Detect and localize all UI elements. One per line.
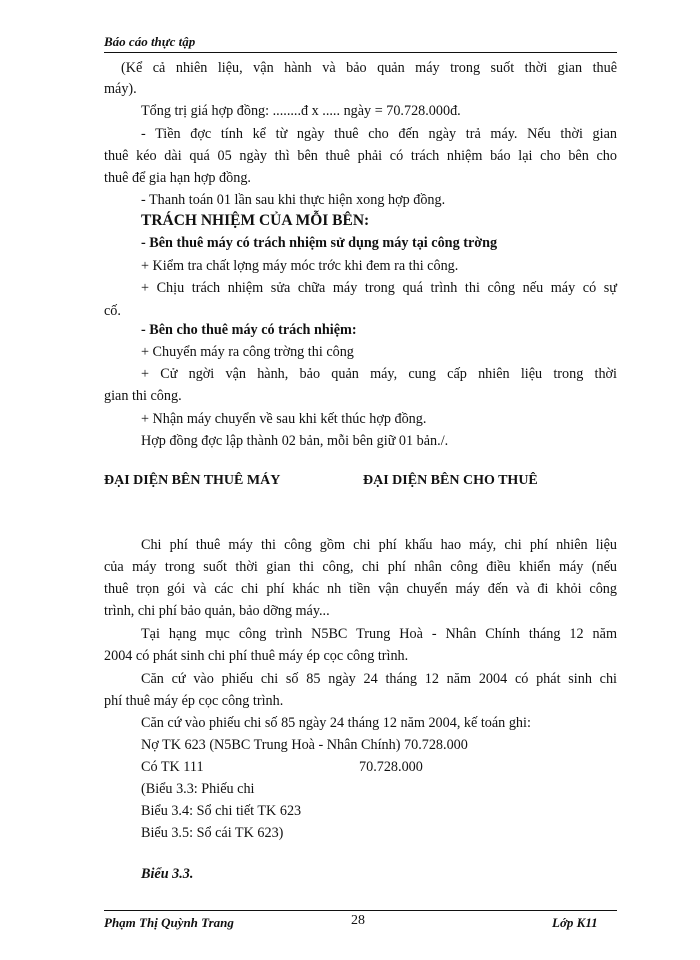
text-line: + Chịu trách nhiệm sửa chữa máy trong quá trình thi công nếu máy có sự [141, 280, 617, 296]
text-line: + Kiểm tra chất lợng máy móc trớc khi đem ra thi công. [141, 258, 459, 274]
text-line: Hợp đồng đợc lập thành 02 bản, mỗi bên giữ 01 bản./. [141, 433, 449, 449]
text-line: - Tiền đợc tính kể từ ngày thuê cho đến ngày trả máy. Nếu thời gian [141, 126, 617, 142]
text-line: Chi phí thuê máy thi công gồm chi phí khấu hao máy, chi phí nhiên liệu [141, 537, 617, 553]
journal-debit-line: Nợ TK 623 (N5BC Trung Hoà - Nhân Chính) 70.728.000 [141, 737, 468, 753]
text-line: Căn cứ vào phiếu chi số 85 ngày 24 tháng 12 năm 2004 có phát sinh chi [141, 671, 617, 687]
signature-lessor: ĐẠI DIỆN BÊN CHO THUÊ [363, 473, 538, 488]
footer-class: Lớp K11 [552, 915, 598, 930]
text-line: Tại hạng mục công trình N5BC Trung Hoà - Nhân Chính tháng 12 năm [141, 626, 617, 642]
signature-lessee: ĐẠI DIỆN BÊN THUÊ MÁY [104, 473, 281, 488]
text-line: - Bên cho thuê máy có trách nhiệm: [141, 322, 357, 338]
page-number: 28 [351, 913, 365, 928]
figure-caption: Biểu 3.3. [141, 866, 194, 882]
text-line: máy). [104, 81, 137, 97]
journal-credit-amount: 70.728.000 [359, 759, 423, 775]
text-line: + Nhận máy chuyển về sau khi kết thúc hợp đồng. [141, 411, 427, 427]
journal-credit-account: Có TK 111 [141, 759, 204, 775]
text-line: (Biểu 3.3: Phiếu chi [141, 781, 255, 797]
text-line: cố. [104, 303, 121, 319]
text-line: Biểu 3.5: Sổ cái TK 623) [141, 825, 284, 841]
text-line: phí thuê máy ép cọc công trình. [104, 693, 284, 709]
text-line: Tổng trị giá hợp đồng: ........đ x ..... ngày = 70.728.000đ. [141, 103, 461, 119]
text-line: trình, chi phí bảo quản, bảo dỡng máy... [104, 603, 330, 619]
header-divider [104, 52, 617, 53]
section-heading: TRÁCH NHIỆM CỦA MỖI BÊN: [141, 212, 370, 229]
text-line: thuê để gia hạn hợp đồng. [104, 170, 251, 186]
text-line: - Thanh toán 01 lần sau khi thực hiện xong hợp đồng. [141, 192, 446, 208]
text-line: 2004 có phát sinh chi phí thuê máy ép cọc công trình. [104, 648, 409, 664]
text-line: (Kể cả nhiên liệu, vận hành và bảo quản máy trong suốt thời gian thuê [121, 60, 617, 76]
text-line: gian thi công. [104, 388, 182, 404]
text-line: thuê trọn gói và các chi phí khác nh tiền vận chuyển máy đến và đi khỏi công [104, 581, 617, 597]
text-line: + Cử ngời vận hành, bảo quản máy, cung cấp nhiên liệu trong thời [141, 366, 617, 382]
footer-divider [104, 910, 617, 911]
text-line: Căn cứ vào phiếu chi số 85 ngày 24 tháng 12 năm 2004, kế toán ghi: [141, 715, 531, 731]
footer-author: Phạm Thị Quỳnh Trang [104, 915, 234, 930]
text-line: của máy trong suốt thời gian thi công, chi phí nhân công điều khiển máy (nếu [104, 559, 617, 575]
text-line: + Chuyển máy ra công trờng thi công [141, 344, 354, 360]
text-line: Biểu 3.4: Sổ chi tiết TK 623 [141, 803, 302, 819]
text-line: thuê kéo dài quá 05 ngày thì bên thuê phải có trách nhiệm báo lại cho bên cho [104, 148, 617, 164]
text-line: - Bên thuê máy có trách nhiệm sử dụng máy tại công trờng [141, 235, 498, 251]
page-header: Báo cáo thực tập [104, 34, 196, 49]
